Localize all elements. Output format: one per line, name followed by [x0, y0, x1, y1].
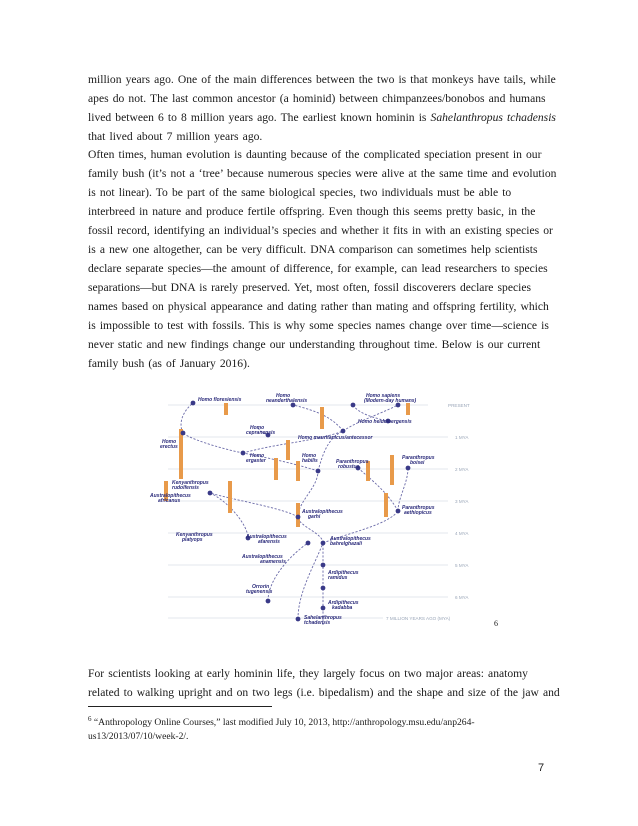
- label-platyops-1: Kenyanthropus: [176, 532, 213, 538]
- label-anamensis-2: anamensis: [260, 559, 286, 565]
- node-boisei: [406, 466, 411, 471]
- node-rudolfensis: [208, 491, 213, 496]
- label-tchadensis-1: Sahelanthropus: [304, 615, 342, 621]
- label-boisei-2: boisei: [410, 460, 425, 466]
- label-aethiopicus-2: aethiopicus: [404, 510, 432, 516]
- label-tchadensis-2: tchadensis: [304, 620, 331, 626]
- node-sapiens-origin: [351, 403, 356, 408]
- p1-end: that lived about 7 million years ago.: [88, 130, 263, 143]
- label-cepranensis-2: cepranensis: [246, 430, 276, 436]
- paragraph-2: Often times, human evolution is daunting because of the complicated speciation present in our family bush (it’s not a ‘tree’ because numerous species were alive at the same time and evolution is not linear). To be part of the same biological species, two individuals must be able to interbreed in nature and produce fertile offspring. Even though this seems pretty basic, in the fossil record, identifying an individual’s species and whether it fits in with an existing species or is a new one altogether, can be very difficult. DNA comparison can sometimes help scientists declare separate species—the amount of difference, for example, can lead researchers to species separations—but DNA is rarely preserved. Yet, most often, fossil discoverers declare species names based on physical appearance and dating rather than mating and offspring fertility, which is impossible to test with fossils. This is why some species names change over time—science is never static and new findings change our understanding throughout time. Below is our current family bush (as of January 2016).: [88, 148, 557, 370]
- label-kadabba-1: Ardipithecus: [328, 600, 359, 606]
- label-kadabba-2: kadabba: [332, 605, 353, 611]
- label-sapiens-2: (Modern-day humans): [364, 398, 417, 404]
- label-ergaster-2: ergaster: [246, 458, 266, 464]
- time-label-4mya: 4 MYA: [455, 531, 469, 536]
- label-cepranensis-1: Homo: [250, 425, 265, 431]
- footnote-number: 6: [88, 715, 92, 723]
- label-rudolfensis-1: Kenyanthropus: [172, 480, 209, 486]
- range-habilis: [296, 461, 300, 481]
- label-habilis-1: Homo: [302, 453, 317, 459]
- label-erectus-1: Homo: [162, 439, 177, 445]
- label-neanderthalensis-2: neanderthalensis: [266, 398, 308, 404]
- range-boisei: [390, 455, 394, 485]
- label-ramidus-1: Ardipithecus: [328, 570, 359, 576]
- range-floresiensis: [224, 403, 228, 415]
- label-floresiensis: Homo floresiensis: [198, 397, 242, 403]
- node-erectus: [181, 431, 186, 436]
- label-afarensis-2: afarensis: [258, 539, 280, 545]
- footnote-text: “Anthropology Online Courses,” last modified July 10, 2013, http://anthropology.msu.edu/anp264-us13/2013/07/10/week-2/.: [88, 717, 475, 743]
- label-garhi-2: garhi: [308, 514, 321, 520]
- range-erectus: [179, 429, 183, 479]
- range-aethiopicus: [384, 493, 388, 517]
- label-sapiens-1: Homo sapiens: [366, 393, 401, 399]
- label-ramidus-2: ramidus: [328, 575, 348, 581]
- label-bahrelghazali-2: bahrelghazali: [330, 541, 362, 547]
- label-heidelbergensis: Homo heidelbergensis: [358, 419, 412, 425]
- node-bahrelghazali: [321, 541, 326, 546]
- node-mauritanicus: [341, 429, 346, 434]
- time-label-present: PRESENT: [448, 403, 470, 408]
- label-mauritanicus: Homo mauritanicus/antecessor: [298, 435, 373, 441]
- range-neanderthalensis: [320, 407, 324, 429]
- label-robustus-1: Paranthropus: [336, 459, 369, 465]
- node-anamensis: [321, 563, 326, 568]
- time-label-1mya: 1 MYA: [455, 435, 469, 440]
- footnote-divider: [88, 706, 272, 707]
- label-habilis-2: habilis: [302, 458, 318, 464]
- figure-footnote-marker: 6: [494, 619, 498, 628]
- label-robustus-2: robustus: [338, 464, 360, 470]
- label-africanus-1: Australopithecus: [150, 493, 191, 499]
- hominin-family-bush-figure: [148, 393, 493, 629]
- label-bahrelghazali-1: Australopithecus: [330, 536, 371, 542]
- node-ergaster: [241, 451, 246, 456]
- node-habilis: [316, 469, 321, 474]
- node-aethiopicus: [396, 509, 401, 514]
- label-tugenensis-1: Orrorin: [252, 584, 270, 590]
- node-tchadensis: [296, 617, 301, 622]
- p1-line3: lived between 6 to 8 million years ago. The earliest known hominin is: [88, 111, 431, 124]
- label-tugenensis-2: tugenensis: [246, 589, 273, 595]
- label-ergaster-1: Homo: [250, 453, 265, 459]
- paragraph-3: For scientists looking at early hominin life, they largely focus on two major areas: anatomy related to walking upright and on two legs (i.e. bipedalism) and the shape and size of the jaw and: [88, 667, 560, 699]
- range-rudolfensis: [228, 481, 232, 513]
- time-label-5mya: 5 MYA: [455, 563, 469, 568]
- node-ramidus: [321, 586, 326, 591]
- range-cepranensis: [286, 440, 290, 460]
- label-rudolfensis-2: rudolfensis: [172, 485, 199, 491]
- p1-line2: apes do not. The last common ancestor (a hominid) between chimpanzees/bonobos and humans: [88, 92, 546, 105]
- label-anamensis-1: Australopithecus: [242, 554, 283, 560]
- p1-line1: million years ago. One of the main differences between the two is that monkeys have tails, while: [88, 73, 556, 86]
- label-garhi-1: Australopithecus: [302, 509, 343, 515]
- time-label-7mya: 7 MILLION YEARS AGO (MYA): [386, 616, 451, 621]
- paragraph-1: [88, 70, 560, 146]
- node-afarensis: [306, 541, 311, 546]
- time-label-6mya: 6 MYA: [455, 595, 469, 600]
- node-tugenensis: [266, 599, 271, 604]
- node-floresiensis: [191, 401, 196, 406]
- label-africanus-2: africanus: [158, 498, 181, 504]
- page-number: 7: [538, 762, 545, 774]
- label-erectus-2: erectus: [160, 444, 178, 450]
- label-neanderthalensis-1: Homo: [276, 393, 291, 399]
- label-platyops-2: platyops: [182, 537, 203, 543]
- label-afarensis-1: Australopithecus: [246, 534, 287, 540]
- node-garhi: [296, 515, 301, 520]
- range-ergaster: [274, 458, 278, 480]
- range-sapiens: [406, 403, 410, 415]
- footnote: [88, 712, 528, 744]
- time-label-3mya: 3 MYA: [455, 499, 469, 504]
- species-name-italic: Sahelanthropus tchadensis: [430, 111, 556, 124]
- label-aethiopicus-1: Paranthropus: [402, 505, 435, 511]
- label-boisei-1: Paranthropus: [402, 455, 435, 461]
- node-kadabba: [321, 606, 326, 611]
- time-label-2mya: 2 MYA: [455, 467, 469, 472]
